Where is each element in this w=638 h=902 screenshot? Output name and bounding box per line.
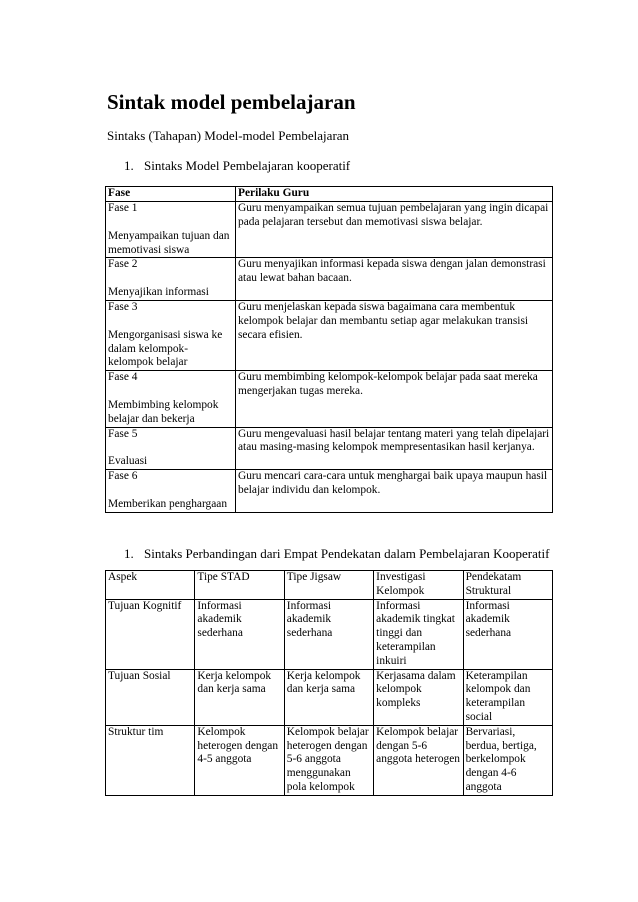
fase-label: Fase 4 xyxy=(108,371,138,384)
cell-struktural: Informasi akademik sederhana xyxy=(463,599,552,669)
table-row xyxy=(106,371,553,427)
header-jigsaw: Tipe Jigsaw xyxy=(284,571,373,600)
cell-guru: Guru membimbing kelompok-kelompok belajar pada saat mereka mengerjakan tugas mereka. xyxy=(236,371,553,427)
cell-investigasi: Informasi akademik tingkat tinggi dan keterampilan inkuiri xyxy=(374,599,463,669)
header-struktural: Pendekatam Struktural xyxy=(463,571,552,600)
table-header-row xyxy=(106,187,553,202)
list-item-perbandingan xyxy=(124,546,549,562)
table-row xyxy=(106,470,553,513)
table-row xyxy=(106,725,553,795)
cell-fase xyxy=(106,300,236,370)
table-row xyxy=(106,599,553,669)
cell-fase xyxy=(106,371,236,427)
fase-desc: Mengorganisasi siswa ke dalam kelompok-kelompok belajar xyxy=(108,328,223,369)
header-stad: Tipe STAD xyxy=(195,571,284,600)
cell-guru: Guru mencari cara-cara untuk menghargai baik upaya maupun hasil belajar individu dan kelompok. xyxy=(236,470,553,513)
subtitle: Sintaks (Tahapan) Model-model Pembelajaran xyxy=(107,128,350,143)
table-row xyxy=(106,202,553,258)
cell-fase xyxy=(106,202,236,258)
cell-struktural: Bervariasi, berdua, bertiga, berkelompok dengan 4-6 anggota xyxy=(463,725,552,795)
table-row xyxy=(106,669,553,725)
header-aspek: Aspek xyxy=(106,571,195,600)
list-number: 1. xyxy=(124,158,134,173)
list-number: 1. xyxy=(124,546,134,561)
cell-guru: Guru mengevaluasi hasil belajar tentang materi yang telah dipelajari atau masing-masing kelompok mempresentasikan hasil kerjanya. xyxy=(236,427,553,470)
fase-desc: Menyampaikan tujuan dan memotivasi siswa xyxy=(108,229,230,256)
table-row xyxy=(106,300,553,370)
cell-struktural: Keterampilan kelompok dan keterampilan social xyxy=(463,669,552,725)
fase-label: Fase 5 xyxy=(108,427,138,440)
cell-stad: Kerja kelompok dan kerja sama xyxy=(195,669,284,725)
list-text: Sintaks Perbandingan dari Empat Pendekatan dalam Pembelajaran Kooperatif xyxy=(144,546,550,561)
fase-label: Fase 3 xyxy=(108,300,138,313)
cell-stad: Kelompok heterogen dengan 4-5 anggota xyxy=(195,725,284,795)
list-item-kooperatif xyxy=(124,158,350,174)
fase-desc: Memberikan penghargaan xyxy=(108,497,228,510)
fase-label: Fase 1 xyxy=(108,202,138,214)
fase-desc: Menyajikan informasi xyxy=(108,286,209,299)
cell-investigasi: Kelompok belajar dengan 5-6 anggota heterogen xyxy=(374,725,463,795)
cell-fase xyxy=(106,427,236,470)
cell-jigsaw: Informasi akademik sederhana xyxy=(284,599,373,669)
table-row xyxy=(106,258,553,301)
cell-fase xyxy=(106,470,236,513)
header-investigasi: Investigasi Kelompok xyxy=(374,571,463,600)
page-title: Sintak model pembelajaran xyxy=(107,90,356,114)
cell-jigsaw: Kerja kelompok dan kerja sama xyxy=(284,669,373,725)
cell-guru: Guru menyampaikan semua tujuan pembelajaran yang ingin dicapai pada pelajaran tersebut dan memotivasi siswa belajar. xyxy=(236,202,553,258)
list-text: Sintaks Model Pembelajaran kooperatif xyxy=(144,158,351,173)
cell-stad: Informasi akademik sederhana xyxy=(195,599,284,669)
cell-investigasi: Kerjasama dalam kelompok kompleks xyxy=(374,669,463,725)
cell-jigsaw: Kelompok belajar heterogen dengan 5-6 anggota menggunakan pola kelompok xyxy=(284,725,373,795)
header-perilaku-guru: Perilaku Guru xyxy=(236,187,553,202)
header-fase: Fase xyxy=(106,187,236,202)
fase-desc: Membimbing kelompok belajar dan bekerja xyxy=(108,398,219,425)
table-row xyxy=(106,427,553,470)
table-header-row xyxy=(106,571,553,600)
cell-guru: Guru menjelaskan kepada siswa bagaimana cara membentuk kelompok belajar dan membantu setiap agar melakukan transisi secara efisien. xyxy=(236,300,553,370)
fase-label: Fase 2 xyxy=(108,258,138,271)
cell-aspek: Tujuan Sosial xyxy=(106,669,195,725)
cell-aspek: Tujuan Kognitif xyxy=(106,599,195,669)
fase-label: Fase 6 xyxy=(108,470,138,483)
table-sintaks-kooperatif xyxy=(105,186,553,513)
cell-guru: Guru menyajikan informasi kepada siswa dengan jalan demonstrasi atau lewat bahan bacaan. xyxy=(236,258,553,301)
table-perbandingan xyxy=(105,570,553,796)
cell-aspek: Struktur tim xyxy=(106,725,195,795)
fase-desc: Evaluasi xyxy=(108,455,148,468)
cell-fase xyxy=(106,258,236,301)
